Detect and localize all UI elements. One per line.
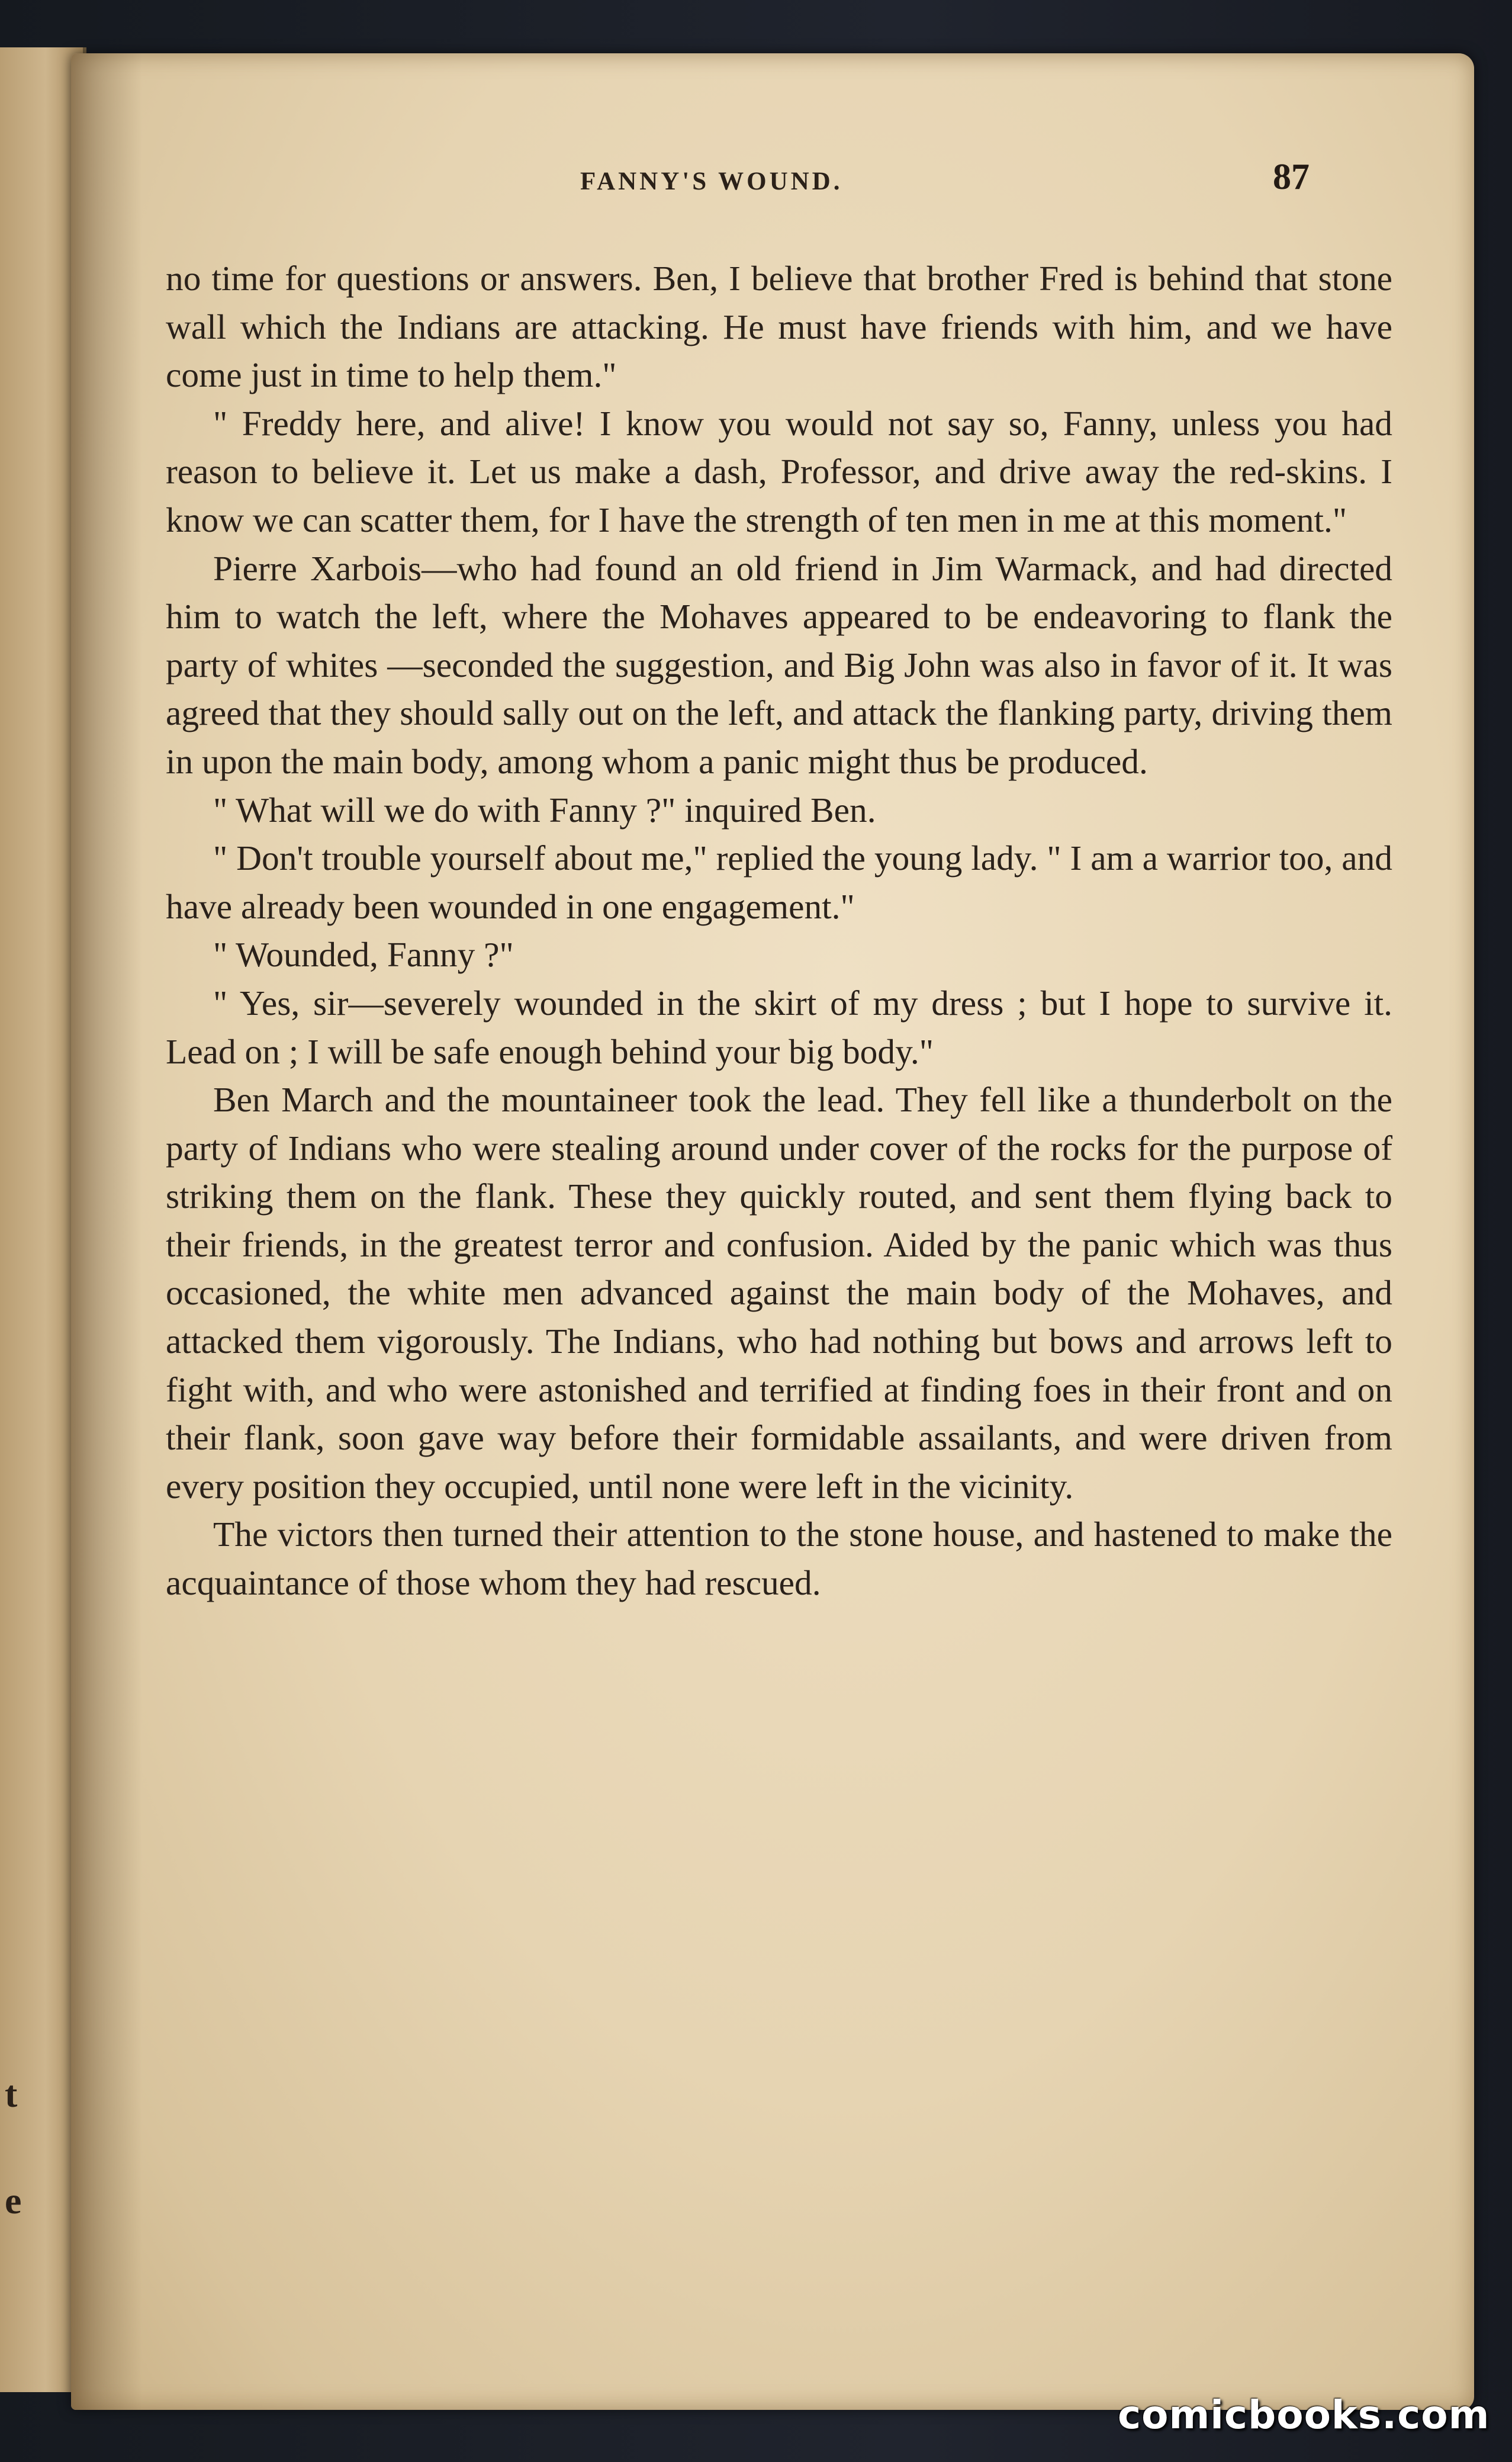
paragraph: Pierre Xarbois—who had found an old friend in Jim Warmack, and had directed him to watch the left, where the Mohaves appeared to be endeavoring to flank the party of whites —seconded the suggestion, and Big John was also in favor of it. It was agreed that they should sally out on the left, and attack the flanking party, driving them in upon the main body, among whom a panic might thus be produced. bbox=[166, 548, 1392, 781]
paragraph: " Don't trouble yourself about me," replied the young lady. " I am a warrior too, and have already been wounded in one engagement." bbox=[166, 838, 1392, 926]
paragraph: " Yes, sir—severely wounded in the skirt of my dress ; but I hope to survive it. Lead on ; I will be safe enough behind your big body." bbox=[166, 983, 1392, 1071]
book-page bbox=[71, 53, 1474, 2410]
page-number: 87 bbox=[1273, 157, 1310, 197]
paragraph: no time for questions or answers. Ben, I believe that brother Fred is behind that stone wall which the Indians are attacking. He must have friends with him, and we have come just in time to help them." bbox=[166, 259, 1392, 395]
previous-page-fragment: t bbox=[5, 2073, 18, 2115]
paragraph: The victors then turned their attention to the stone house, and hastened to make the acquaintance of those whom they had rescued. bbox=[166, 1515, 1392, 1603]
body-text bbox=[166, 255, 1392, 1608]
paragraph: " Freddy here, and alive! I know you would not say so, Fanny, unless you had reason to believe it. Let us make a dash, Professor, and drive away the red-skins. I know we can scatter them, for I have the strength of ten men in me at this moment." bbox=[166, 403, 1392, 539]
running-head bbox=[71, 53, 1474, 207]
previous-page-fragment: e bbox=[5, 2180, 22, 2222]
watermark: comicbooks.com bbox=[1118, 2392, 1490, 2438]
paragraph: " What will we do with Fanny ?" inquired Ben. bbox=[213, 790, 876, 830]
running-title: FANNY'S WOUND. bbox=[580, 168, 843, 195]
paragraph: Ben March and the mountaineer took the lead. They fell like a thunderbolt on the party of Indians who were stealing around under cover of the rocks for the purpose of striking them on the flank. These they quickly routed, and sent them flying back to their friends, in the greatest terror and confusion. Aided by the panic which was thus occasioned, the white men advanced against the main body of the Mohaves, and attacked them vigorously. The Indians, who had nothing but bows and arrows left to fight with, and who were astonished and terrified at finding foes in their front and on their flank, soon gave way before their formidable assailants, and were driven from every position they occupied, until none were left in the vicinity. bbox=[166, 1080, 1392, 1506]
gutter-shadow bbox=[71, 53, 142, 2410]
paragraph: " Wounded, Fanny ?" bbox=[213, 935, 514, 975]
